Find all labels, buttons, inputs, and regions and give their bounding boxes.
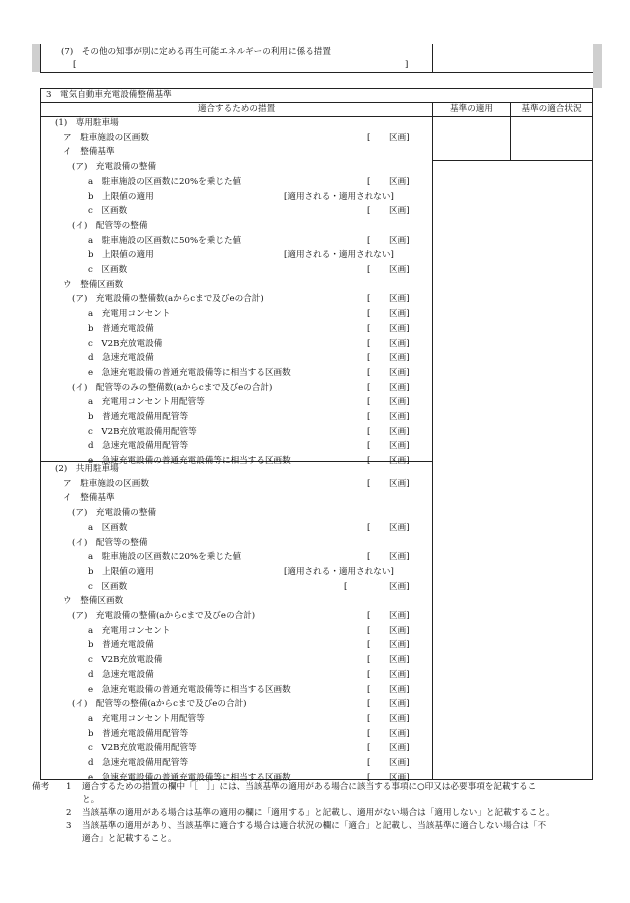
open-bracket: [	[367, 294, 371, 305]
note-line: 適合」と記載すること。	[82, 834, 177, 844]
measure-label: (1) 専用駐車場	[55, 118, 119, 128]
open-bracket: [	[367, 655, 371, 666]
header-applicability: 基準の適用	[450, 104, 493, 114]
open-bracket: [	[367, 713, 371, 724]
measure-row	[0, 322, 432, 337]
open-bracket: [	[367, 625, 371, 636]
measure-row	[0, 337, 432, 352]
measure-label: a 充電用コンセント	[88, 625, 171, 636]
unit-label: 区画]	[389, 699, 410, 710]
note-number: 2	[66, 808, 72, 818]
open-bracket: [	[367, 353, 371, 364]
unit-label: 区画]	[389, 132, 410, 143]
unit-label: 区画]	[389, 235, 410, 246]
note-line: と。	[82, 795, 100, 805]
measure-label: d 急速充電設備	[88, 669, 154, 680]
measure-label: e 急速充電設備の普通充電設備等に相当する区画数	[88, 772, 291, 783]
measure-label: a 駐車施設の区画数に20%を乗じた値	[88, 552, 242, 563]
measure-row	[0, 425, 432, 440]
measure-row	[0, 462, 432, 477]
unit-label: 区画]	[389, 684, 410, 695]
measure-row	[0, 248, 432, 263]
open-bracket: [	[367, 132, 371, 143]
unit-label: 区画]	[389, 478, 410, 489]
unit-label: 区画]	[389, 552, 410, 563]
measure-row	[0, 521, 432, 536]
measure-row	[0, 278, 432, 293]
open-bracket: [	[344, 581, 348, 592]
apply-option[interactable]: [適用される・適用されない]	[284, 191, 394, 202]
measure-label: イ 整備基準	[63, 147, 115, 158]
measure-row	[0, 506, 432, 521]
open-bracket: [	[367, 235, 371, 246]
measure-label: ウ 整備区画数	[63, 596, 124, 607]
measure-label: (イ) 配管等の整備(aからcまで及びeの合計)	[72, 699, 247, 710]
note-line: 当該基準の適用があり、当該基準に適合する場合は適合状況の欄に「適合」と記載し、当該基準に適合しない場合は「不	[82, 821, 547, 831]
measure-label: e 急速充電設備の普通充電設備等に相当する区画数	[88, 456, 291, 467]
unit-label: 区画]	[389, 640, 410, 651]
measure-label: b 上限値の適用	[88, 191, 154, 202]
open-bracket: [	[367, 456, 371, 467]
measure-label: (ア) 充電設備の整備数(aからcまで及びeの合計)	[72, 294, 264, 305]
measure-row	[0, 683, 432, 698]
unit-label: 区画]	[389, 397, 410, 408]
unit-label: 区画]	[389, 309, 410, 320]
measure-row	[0, 653, 432, 668]
measure-label: ウ 整備区画数	[63, 279, 124, 290]
measure-label: イ 整備基準	[63, 493, 115, 504]
measure-label: c V2B充放電設備用配管等	[88, 743, 197, 754]
measure-row	[0, 145, 432, 160]
apply-option[interactable]: [適用される・適用されない]	[284, 250, 394, 261]
measure-row	[0, 175, 432, 190]
note-1	[32, 781, 622, 807]
measure-label: b 普通充電設備用配管等	[88, 412, 189, 422]
measure-label: (ア) 充電設備の整備	[72, 162, 157, 173]
measure-row	[0, 638, 432, 653]
measure-label: c 区画数	[88, 581, 128, 592]
measure-row	[0, 190, 432, 205]
measure-row	[0, 366, 432, 381]
measure-label: (イ) 配管等の整備	[72, 220, 148, 231]
open-bracket: [	[367, 323, 371, 334]
open-bracket: [	[367, 758, 371, 768]
unit-label: 区画]	[389, 713, 410, 724]
unit-label: 区画]	[389, 206, 410, 217]
measure-label: (ア) 充電設備の整備	[72, 508, 157, 519]
open-bracket: [	[367, 309, 371, 320]
unit-label: 区画]	[389, 353, 410, 364]
section3-title: 3 電気自動車充電設備整備基準	[46, 90, 172, 100]
open-bracket: [	[367, 441, 371, 452]
measure-row	[0, 491, 432, 506]
open-bracket: [	[367, 206, 371, 217]
measure-label: a 充電用コンセント用配管等	[88, 713, 205, 724]
note-2	[32, 807, 622, 820]
measure-row	[0, 550, 432, 565]
unit-label: 区画]	[389, 426, 410, 437]
open-bracket: [	[367, 265, 371, 275]
measure-label: b 普通充電設備	[88, 640, 154, 651]
measure-label: (イ) 配管等のみの整備数(aからcまで及びeの合計)	[72, 382, 273, 393]
unit-label: 区画]	[389, 758, 410, 768]
measure-row	[0, 697, 432, 712]
unit-label: 区画]	[389, 655, 410, 666]
measure-label: (2) 共用駐車場	[55, 464, 119, 474]
measure-row	[0, 477, 432, 492]
unit-label: 区画]	[389, 728, 410, 739]
measure-label: d 急速充電設備	[88, 353, 154, 364]
note-line: 適合するための措置の欄中「［ ］」には、当該基準の適用がある場合に該当する事項に○印又は必要事項を記載するこ	[82, 782, 537, 792]
open-bracket: [	[367, 382, 371, 393]
measure-label: e 急速充電設備の普通充電設備等に相当する区画数	[88, 684, 291, 695]
measure-row	[0, 756, 432, 771]
unit-label: 区画]	[389, 176, 410, 187]
open-bracket: [	[367, 478, 371, 489]
unit-label: 区画]	[389, 412, 410, 422]
measure-label: c V2B充放電設備用配管等	[88, 426, 197, 437]
measure-label: a 駐車施設の区画数に50%を乗じた値	[88, 235, 242, 246]
measure-label: a 駐車施設の区画数に20%を乗じた値	[88, 176, 242, 187]
measure-label: b 上限値の適用	[88, 566, 154, 577]
measure-row	[0, 624, 432, 639]
measure-label: b 上限値の適用	[88, 250, 154, 261]
measure-label: c V2B充放電設備	[88, 338, 163, 349]
apply-option[interactable]: [適用される・適用されない]	[284, 566, 394, 577]
item7-bracket-close: ]	[405, 60, 409, 70]
measure-row	[0, 204, 432, 219]
measure-row	[0, 131, 432, 146]
measure-label: c 区画数	[88, 206, 128, 217]
open-bracket: [	[367, 367, 371, 378]
left-gutter	[32, 44, 40, 72]
measure-label: ア 駐車施設の区画数	[63, 478, 149, 489]
header-measures: 適合するための措置	[197, 104, 276, 114]
unit-label: 区画]	[389, 669, 410, 680]
measure-row	[0, 439, 432, 454]
unit-label: 区画]	[389, 581, 410, 592]
measure-label: b 普通充電設備用配管等	[88, 728, 189, 739]
measure-row	[0, 116, 432, 131]
unit-label: 区画]	[389, 522, 410, 533]
unit-label: 区画]	[389, 441, 410, 452]
item7-text: (7) その他の知事が別に定める再生可能エネルギーの利用に係る措置	[61, 47, 331, 57]
measure-row	[0, 395, 432, 410]
measure-row	[0, 292, 432, 307]
measure-label: c V2B充放電設備	[88, 655, 163, 666]
item7-bracket-open: [	[73, 60, 77, 70]
notes	[32, 781, 622, 846]
measure-label: a 充電用コンセント	[88, 309, 171, 320]
unit-label: 区画]	[389, 294, 410, 305]
measure-label: ア 駐車施設の区画数	[63, 132, 149, 143]
unit-label: 区画]	[389, 772, 410, 783]
open-bracket: [	[367, 426, 371, 437]
measure-row	[0, 594, 432, 609]
measure-label: d 急速充電設備用配管等	[88, 758, 189, 768]
unit-label: 区画]	[389, 625, 410, 636]
measure-row	[0, 741, 432, 756]
unit-label: 区画]	[389, 367, 410, 378]
unit-label: 区画]	[389, 611, 410, 621]
measure-label: d 急速充電設備用配管等	[88, 441, 189, 452]
measure-row	[0, 712, 432, 727]
note-number: 3	[66, 821, 72, 831]
measure-row	[0, 381, 432, 396]
open-bracket: [	[367, 743, 371, 754]
open-bracket: [	[367, 640, 371, 651]
unit-label: 区画]	[389, 456, 410, 467]
measure-row	[0, 536, 432, 551]
open-bracket: [	[367, 176, 371, 187]
note-number: 1	[66, 782, 72, 792]
measure-label: a 充電用コンセント用配管等	[88, 397, 205, 408]
notes-prefix: 備考	[32, 782, 50, 792]
measure-row	[0, 609, 432, 624]
open-bracket: [	[367, 397, 371, 408]
measure-row	[0, 263, 432, 278]
measure-label: c 区画数	[88, 265, 128, 275]
measure-label: e 急速充電設備の普通充電設備等に相当する区画数	[88, 367, 291, 378]
open-bracket: [	[367, 699, 371, 710]
measure-row	[0, 160, 432, 175]
open-bracket: [	[367, 772, 371, 783]
unit-label: 区画]	[389, 743, 410, 754]
measure-row	[0, 351, 432, 366]
unit-label: 区画]	[389, 382, 410, 393]
measure-label: b 普通充電設備	[88, 323, 154, 334]
unit-label: 区画]	[389, 338, 410, 349]
measure-label: (イ) 配管等の整備	[72, 537, 148, 548]
open-bracket: [	[367, 412, 371, 422]
unit-label: 区画]	[389, 323, 410, 334]
open-bracket: [	[367, 684, 371, 695]
open-bracket: [	[367, 338, 371, 349]
measure-label: (ア) 充電設備の整備(aからcまで及びeの合計)	[72, 611, 256, 621]
measure-row	[0, 307, 432, 322]
right-gutter	[593, 44, 602, 88]
measure-row	[0, 219, 432, 234]
open-bracket: [	[367, 611, 371, 621]
measure-row	[0, 580, 432, 595]
unit-label: 区画]	[389, 265, 410, 275]
measure-row	[0, 668, 432, 683]
open-bracket: [	[367, 669, 371, 680]
header-status: 基準の適合状況	[521, 104, 582, 114]
measure-row	[0, 234, 432, 249]
measure-row	[0, 727, 432, 742]
open-bracket: [	[367, 728, 371, 739]
note-3	[32, 820, 622, 846]
measure-label: a 区画数	[88, 522, 128, 533]
note-line: 当該基準の適用がある場合は基準の適用の欄に「適用する」と記載し、適用がない場合は「適用しない」と記載すること。	[82, 808, 555, 818]
open-bracket: [	[367, 522, 371, 533]
measure-row	[0, 565, 432, 580]
open-bracket: [	[367, 552, 371, 563]
measure-row	[0, 410, 432, 425]
